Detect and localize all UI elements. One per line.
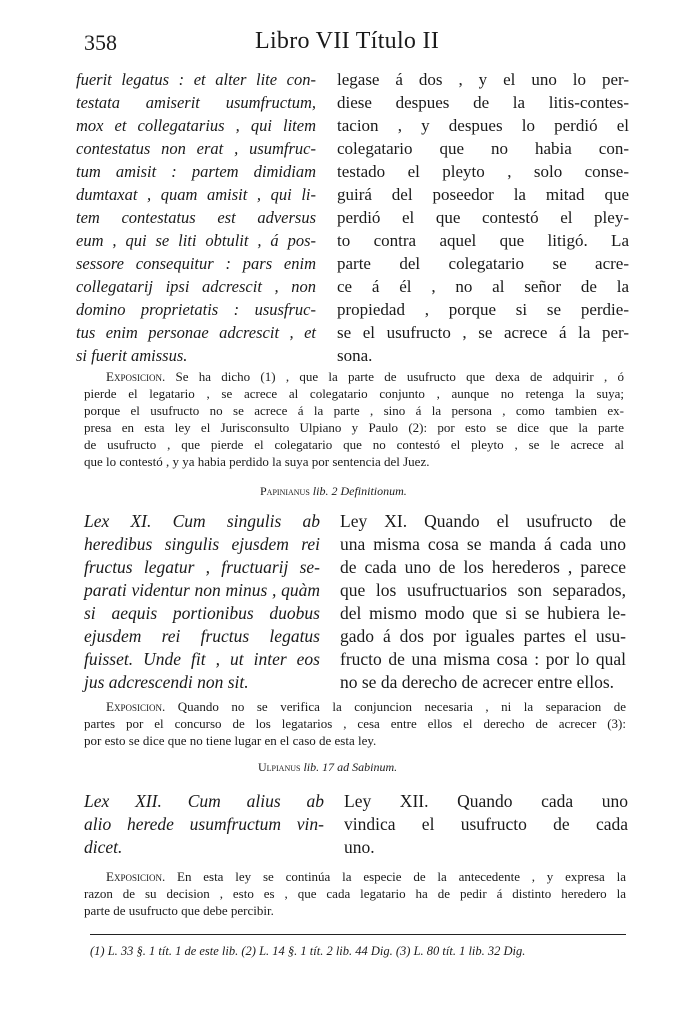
text-line: to contra aquel que litigó. La — [337, 231, 629, 250]
text-line: tacion , y despues lo perdió el — [337, 116, 629, 135]
commentary-line: razon de su decision , esto es , que cada legatario ha de pedir á distinto heredero la — [84, 886, 626, 901]
latin-column-3 — [84, 790, 324, 859]
text-line: Ley XII. Quando cada uno — [344, 791, 628, 811]
text-line: fuisset. Unde fit , ut inter eos — [84, 649, 320, 669]
text-line: gado á dos por iguales partes el usu- — [340, 626, 626, 646]
commentary-label: Exposicion. — [106, 699, 166, 714]
text-line: Lex XI. Cum singulis ab — [84, 511, 320, 531]
spanish-column-2 — [340, 510, 626, 694]
commentary-line: parte de usufructo que debe percibir. — [84, 903, 274, 918]
text-line: fuerit legatus : et alter lite con- — [76, 70, 316, 89]
text-line: fructo de una misma cosa : por lo qual — [340, 649, 626, 669]
commentary-line — [84, 368, 624, 385]
attribution-ulpianus — [258, 760, 397, 775]
text-line: del mismo modo que si se hubiera le- — [340, 603, 626, 623]
commentary-line: que lo contestó , y ya habia perdido la suya por sentencia del Juez. — [84, 454, 430, 469]
text-line: tem contestatus est adversus — [76, 208, 316, 227]
text-line: propiedad , porque si se perdie- — [337, 300, 629, 319]
text-line: ce á él , no al señor de la — [337, 277, 629, 296]
page-number: 358 — [84, 30, 117, 55]
footnote-rule — [90, 934, 626, 935]
attribution-author: Papinianus — [260, 484, 310, 498]
text-line: alio herede usumfructum vin- — [84, 814, 324, 834]
text-line: parte del colegatario se acre- — [337, 254, 629, 273]
text-line: si fuerit amissus. — [76, 346, 188, 365]
footnotes: (1) L. 33 §. 1 tít. 1 de este lib. (2) L. 14 §. 1 tít. 2 lib. 44 Dig. (3) L. 80 tít. 1 lib. 32 Dig. — [90, 944, 526, 958]
text-line: tum amisit : partem dimidiam — [76, 162, 316, 181]
commentary-line: por esto se dice que no tiene lugar en el caso de esta ley. — [84, 733, 377, 748]
commentary-line: presa en esta ley el Jurisconsulto Ulpiano y Paulo (2): por esto se dice que la parte — [84, 420, 624, 435]
attribution-source: lib. 2 Definitionum. — [312, 484, 407, 498]
text-line: sona. — [337, 346, 373, 365]
commentary-line: partes por el concurso de los legatarios , cesa entre ellos el derecho de acrecer (3): — [84, 716, 626, 731]
commentary-2 — [84, 698, 626, 749]
text-line: no se da derecho de acrecer entre ellos. — [340, 672, 615, 692]
commentary-text: En esta ley se continúa la especie de la antecedente , y expresa la — [165, 869, 626, 884]
text-line: jus adcrescendi non sit. — [84, 672, 249, 692]
text-line: fructus legatur , fructuarij se- — [84, 557, 320, 577]
text-line: de cada uno de los herederos , parece — [340, 557, 626, 577]
text-line: domino proprietatis : ususfruc- — [76, 300, 316, 319]
latin-column-1 — [76, 68, 316, 367]
text-line: una misma cosa se manda á cada uno — [340, 534, 626, 554]
commentary-line: porque el usufructo no se acrece á la parte , sino á la persona , como tambien ex- — [84, 403, 624, 418]
text-line: colegatario que no habia con- — [337, 139, 629, 158]
text-line: testado el pleyto , solo conse- — [337, 162, 629, 181]
text-line: uno. — [344, 837, 375, 857]
text-line: ejusdem rei fructus legatus — [84, 626, 320, 646]
attribution-papinianus — [260, 484, 407, 499]
text-line: collegatarij ipsi adcrescit , non — [76, 277, 316, 296]
commentary-text: Quando no se verifica la conjuncion necesaria , ni la separacion de — [165, 699, 626, 714]
spanish-column-1 — [337, 68, 629, 367]
text-line: sessore consequitur : pars enim — [76, 254, 316, 273]
text-line: vindica el usufructo de cada — [344, 814, 628, 834]
latin-column-2 — [84, 510, 320, 694]
text-line: Ley XI. Quando el usufructo de — [340, 511, 626, 531]
text-line: perdió el que contestó el pley- — [337, 208, 629, 227]
commentary-label: Exposicion. — [106, 369, 166, 384]
running-title: Libro VII Título II — [255, 28, 440, 54]
commentary-3 — [84, 868, 626, 919]
text-line: dumtaxat , quam amisit , qui li- — [76, 185, 316, 204]
text-line: diese despues de la litis-contes- — [337, 93, 629, 112]
text-line: tus enim personae adcrescit , et — [76, 323, 316, 342]
text-line: eum , qui se liti obtulit , á pos- — [76, 231, 316, 250]
commentary-1 — [84, 368, 624, 470]
attribution-source: lib. 17 ad Sabinum. — [303, 760, 398, 774]
text-line: si aequis portionibus duobus — [84, 603, 320, 623]
text-line: contestatus non erat , usumfruc- — [76, 139, 316, 158]
commentary-line — [84, 868, 626, 885]
text-line: heredibus singulis ejusdem rei — [84, 534, 320, 554]
text-line: guirá del poseedor la mitad que — [337, 185, 629, 204]
text-line: se el usufructo , se acrece á la per- — [337, 323, 629, 342]
commentary-line: de usufructo , que pierde el colegatario que no contestó el pleyto , se le acrece al — [84, 437, 624, 452]
text-line: legase á dos , y el uno lo per- — [337, 70, 629, 89]
text-line: mox et collegatarius , qui litem — [76, 116, 316, 135]
commentary-line: pierde el legatario , se acrece al colegatario conjunto , aunque no retenga la suya; — [84, 386, 624, 401]
text-line: dicet. — [84, 837, 123, 857]
commentary-line — [84, 698, 626, 715]
text-line: que los usufructuarios son separados, — [340, 580, 626, 600]
commentary-text: Se ha dicho (1) , que la parte de usufructo que dexa de adquirir , ó — [165, 369, 624, 384]
attribution-author: Ulpianus — [258, 760, 301, 774]
text-line: Lex XII. Cum alius ab — [84, 791, 324, 811]
text-line: testata amiserit usumfructum, — [76, 93, 316, 112]
commentary-label: Exposicion. — [106, 869, 166, 884]
spanish-column-3 — [344, 790, 628, 859]
text-line: parati videntur non minus , quàm — [84, 580, 320, 600]
